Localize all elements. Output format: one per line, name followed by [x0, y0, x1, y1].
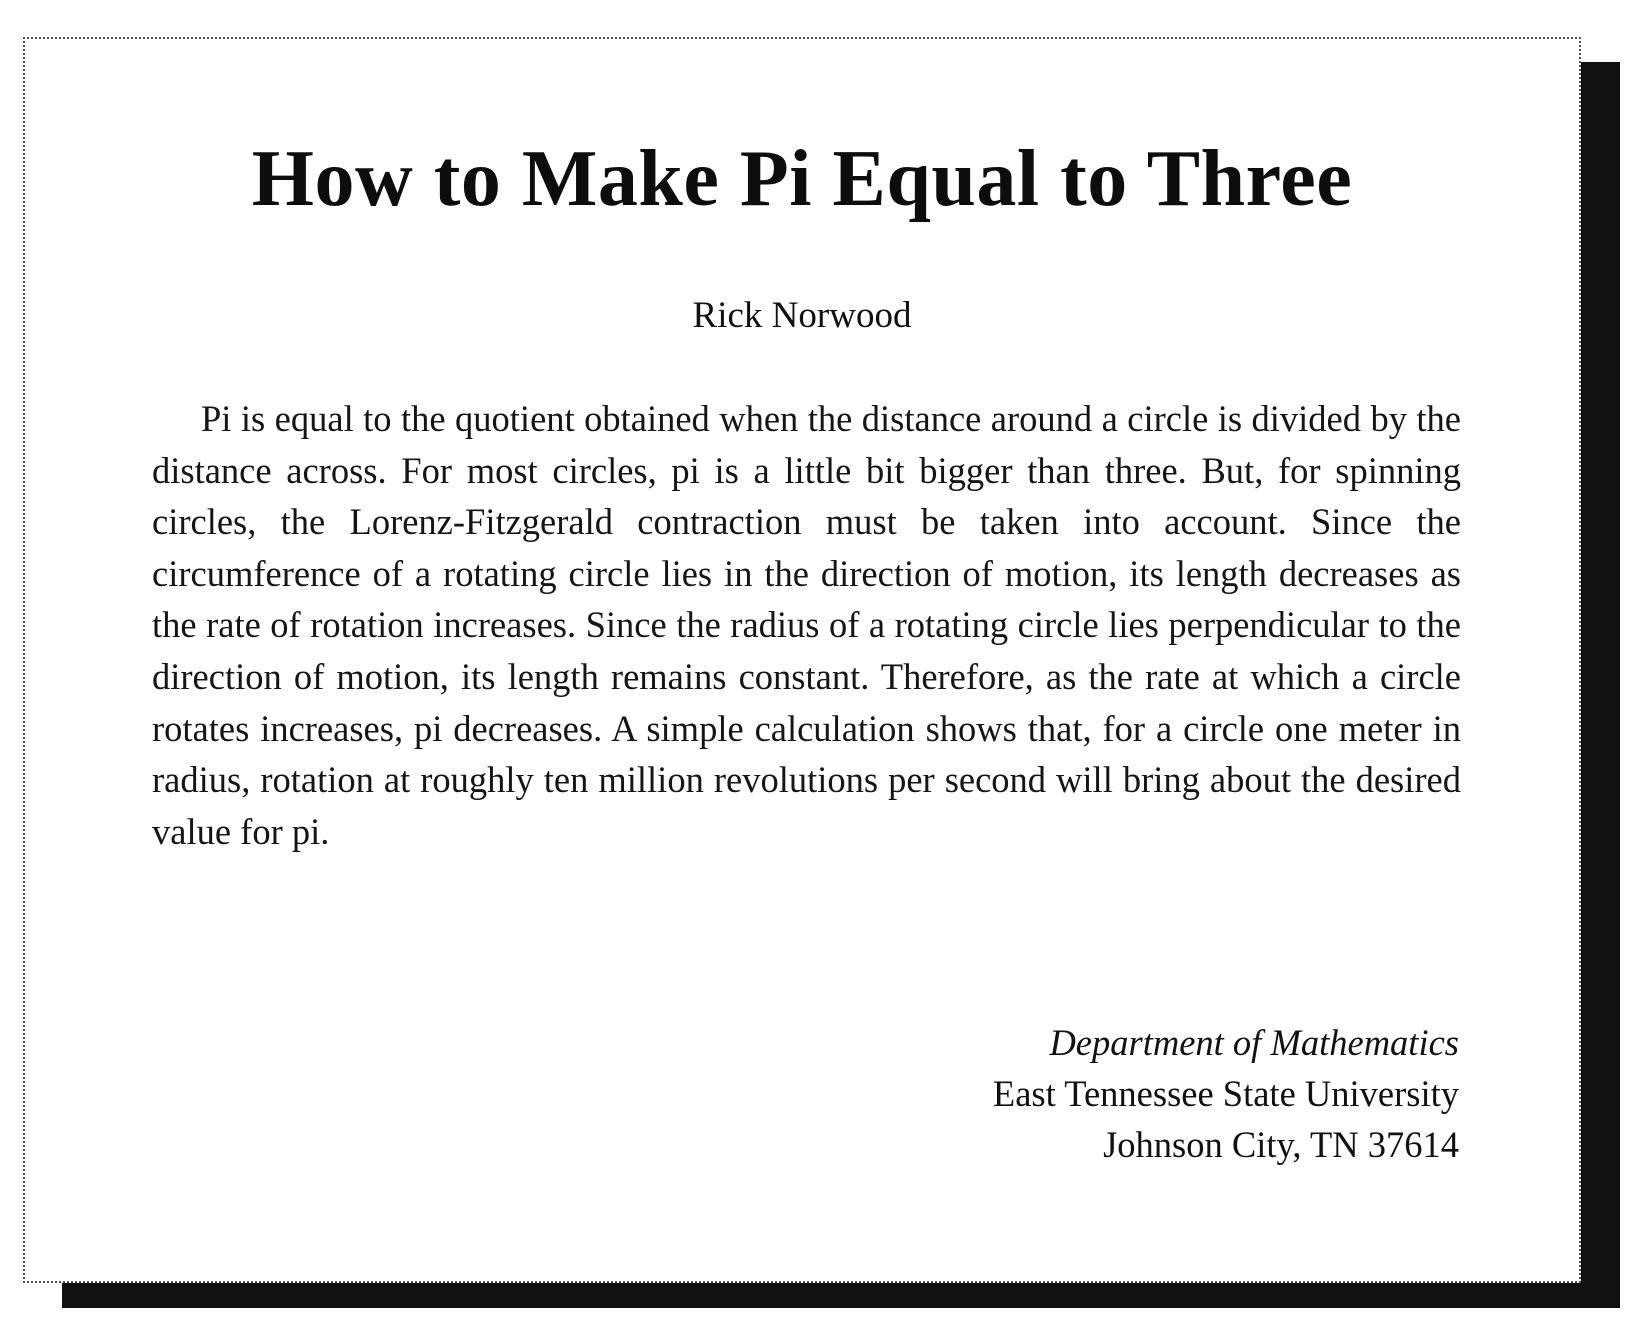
article-title: How to Make Pi Equal to Three: [251, 135, 1353, 223]
author-name: Rick Norwood: [692, 295, 912, 336]
institution-name: East Tennessee State University: [992, 1073, 1459, 1114]
article-body: Pi is equal to the quotient obtained when the distance around a circle is divided by the distance across. For most circles, pi is a little bit bigger than three. But, for spinning circles, the Lorenz-Fitzgerald contraction must be taken into account. Since the circumference of a rotating circle lies in the direction of motion, its length decreases as the rate of rotation increases. Since the radius of a rotating circle lies perpendicular to the direction of motion, its length remains constant. Therefore, as the rate at which a circle rotates increases, pi decreases. A simple calculation shows that, for a circle one meter in radius, rotation at roughly ten million revolutions per second will bring about the desired value for pi.: [152, 398, 1461, 852]
author-affiliation: [993, 1017, 1459, 1170]
institution-address: Johnson City, TN 37614: [1103, 1124, 1459, 1165]
article-card: [23, 37, 1581, 1283]
department-name: Department of Mathematics: [1049, 1022, 1459, 1063]
